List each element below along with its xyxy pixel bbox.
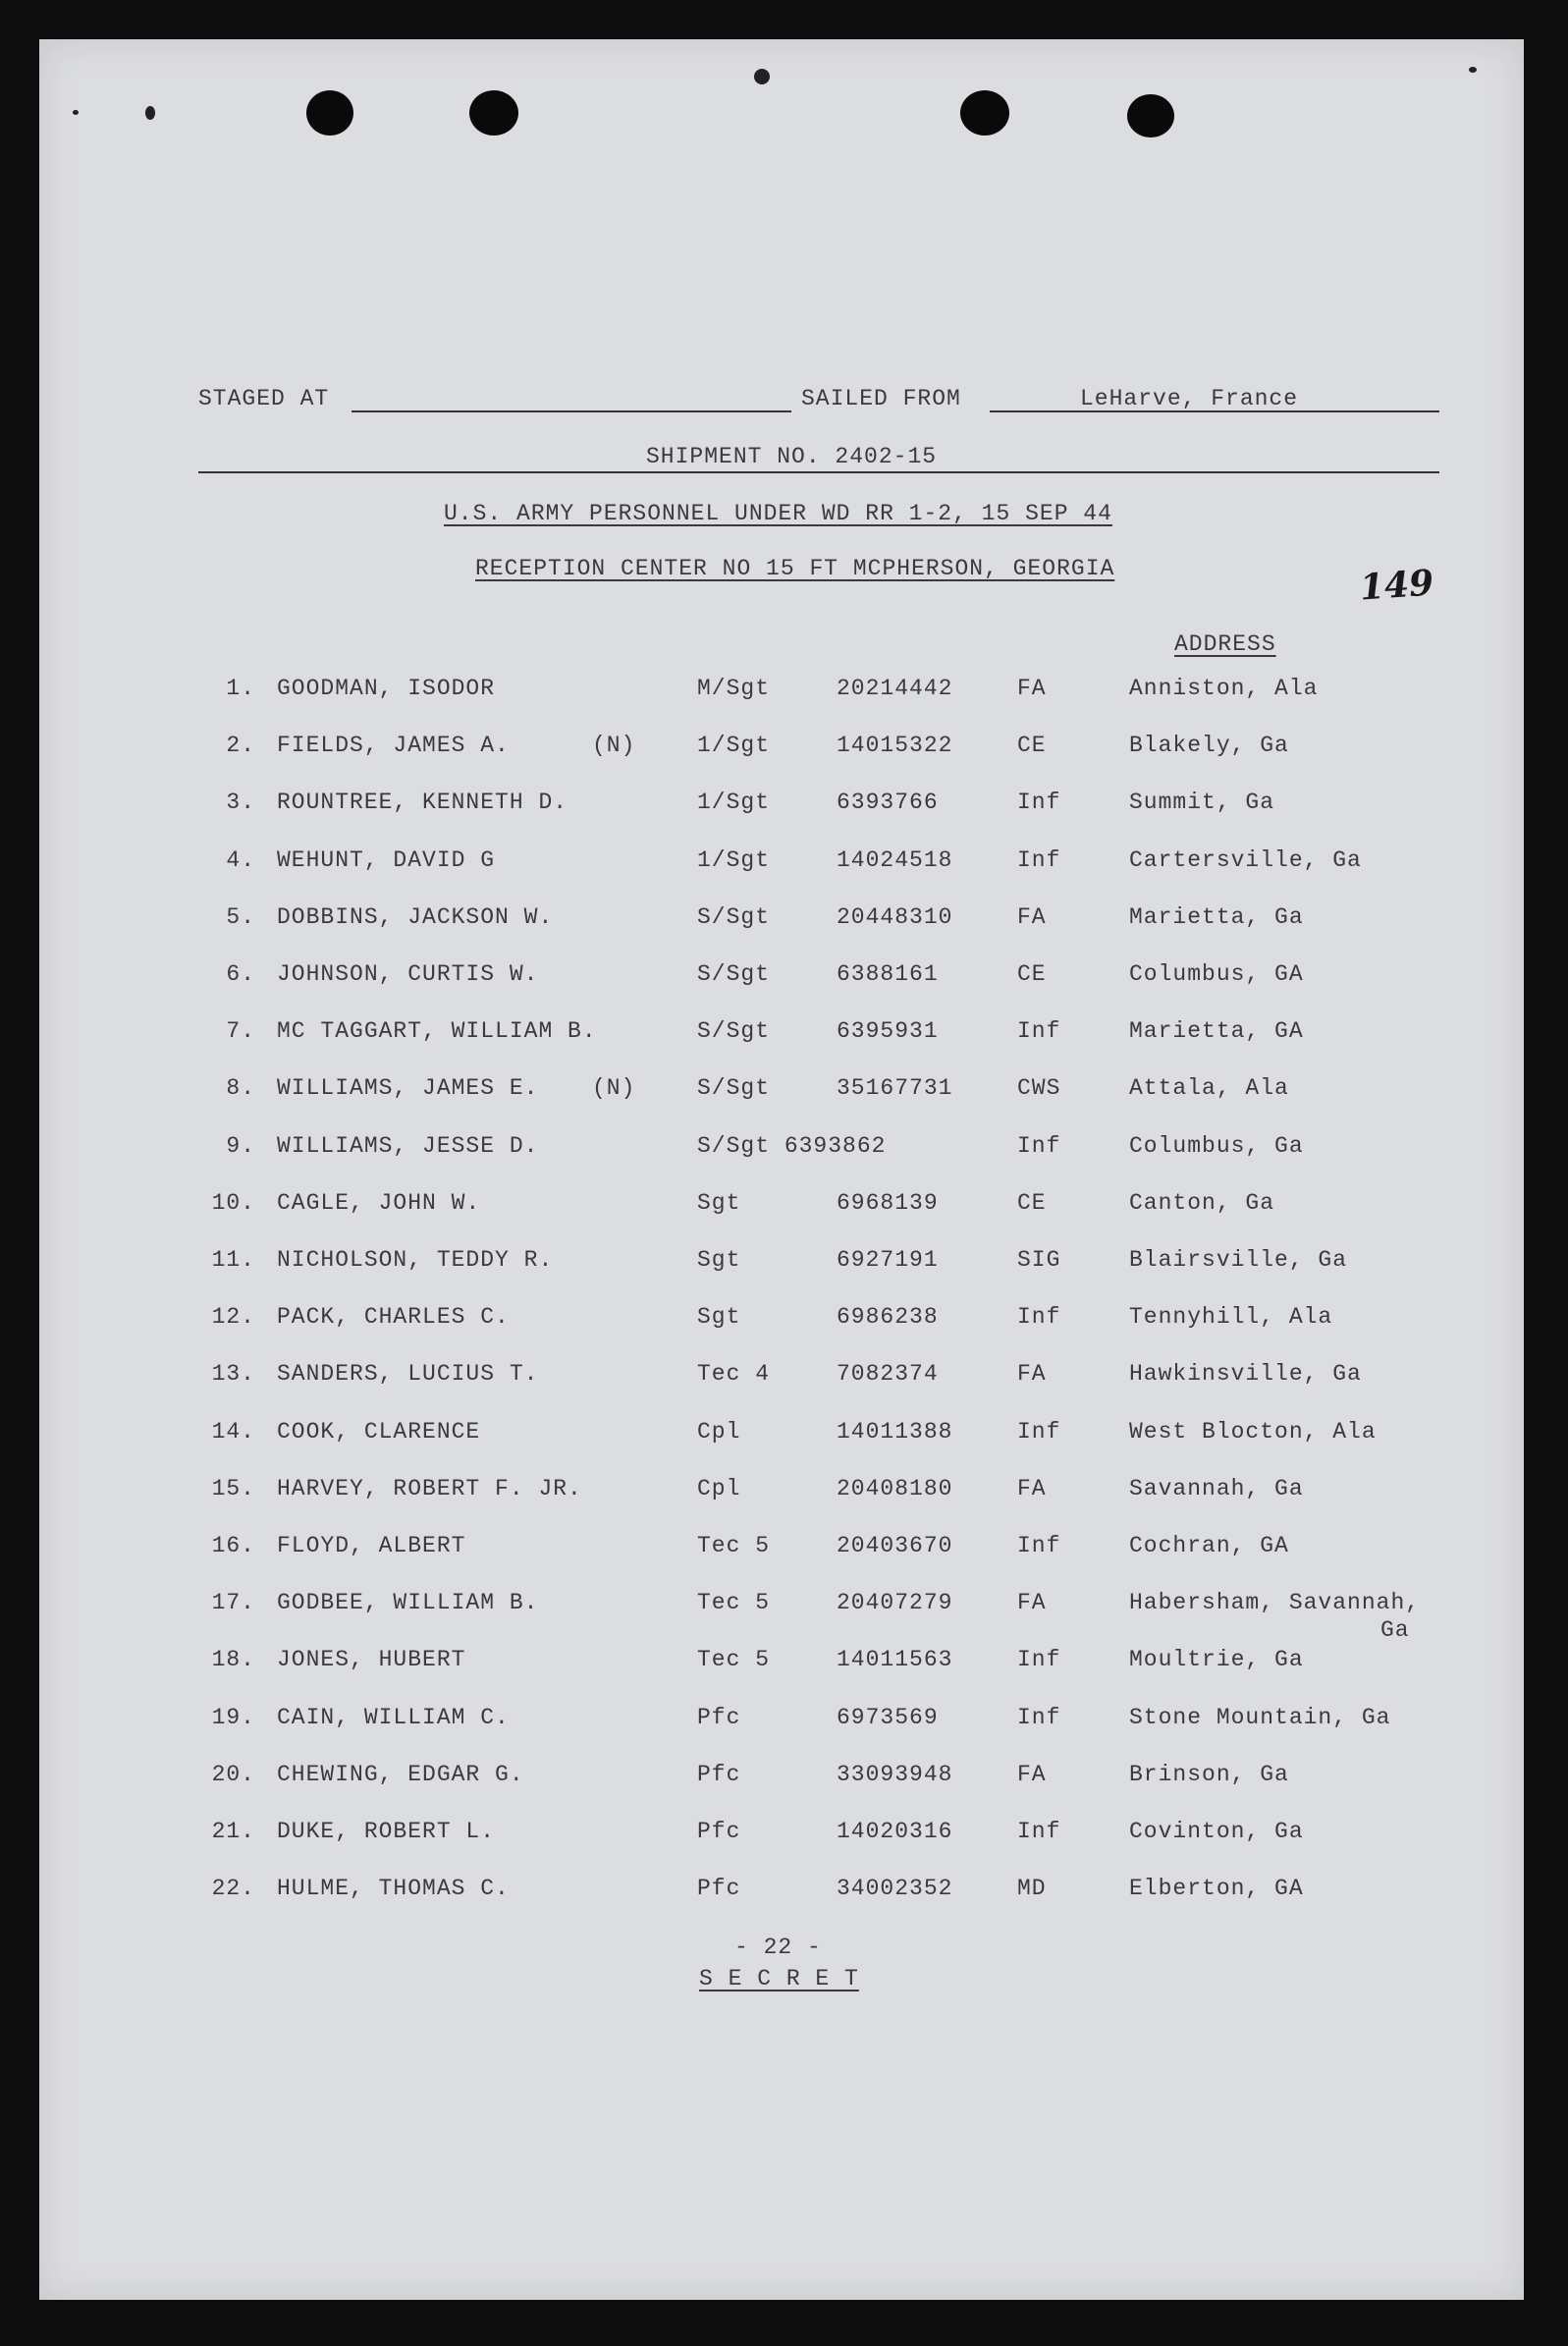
serial-number: 20408180 (837, 1475, 953, 1501)
soldier-name: HARVEY, ROBERT F. JR. (277, 1475, 582, 1501)
row-number: 5. (226, 903, 255, 930)
address: Marietta, Ga (1129, 903, 1304, 930)
roster-row (39, 676, 1524, 715)
punch-hole (306, 90, 353, 136)
address: Habersham, Savannah, (1129, 1590, 1421, 1616)
rank: 1/Sgt (697, 790, 771, 816)
roster-row (39, 1018, 1524, 1058)
punch-hole (469, 90, 518, 136)
rank: Pfc (697, 1761, 741, 1787)
address: Elberton, GA (1129, 1876, 1304, 1902)
soldier-name: JONES, HUBERT (277, 1647, 466, 1673)
branch: MD (1017, 1876, 1047, 1902)
roster-row (39, 1190, 1524, 1229)
soldier-name: WILLIAMS, JAMES E. (277, 1075, 539, 1102)
branch: FA (1017, 903, 1047, 930)
row-number: 8. (226, 1075, 255, 1102)
serial-number: 20448310 (837, 903, 953, 930)
address: Canton, Ga (1129, 1189, 1275, 1216)
roster-row (39, 847, 1524, 887)
address: Covinton, Ga (1129, 1819, 1304, 1844)
soldier-name: HULME, THOMAS C. (277, 1876, 510, 1902)
row-number: 6. (226, 961, 255, 987)
punch-hole (960, 90, 1009, 136)
soldier-name: GOODMAN, ISODOR (277, 676, 496, 701)
address: West Blocton, Ala (1129, 1418, 1377, 1445)
roster-row (39, 1590, 1524, 1644)
rank: Pfc (697, 1819, 741, 1844)
serial-number: 20214442 (837, 676, 953, 701)
rank: Tec 5 (697, 1533, 771, 1558)
rank: Sgt (697, 1247, 741, 1273)
row-number: 16. (211, 1533, 255, 1558)
address: Anniston, Ala (1129, 676, 1319, 701)
roster-row (39, 1762, 1524, 1801)
roster-row (39, 1705, 1524, 1744)
address: Stone Mountain, Ga (1129, 1704, 1391, 1730)
sailed-from-label: SAILED FROM (801, 386, 961, 411)
roster-row (39, 961, 1524, 1001)
row-number: 20. (211, 1761, 255, 1787)
row-number: 14. (211, 1418, 255, 1445)
row-number: 9. (226, 1132, 255, 1159)
branch: Inf (1017, 1418, 1061, 1445)
branch: Inf (1017, 1533, 1061, 1558)
address-continuation: Ga (1380, 1617, 1410, 1644)
soldier-name: GODBEE, WILLIAM B. (277, 1590, 539, 1616)
branch: CE (1017, 1189, 1047, 1216)
rank: S/Sgt (697, 903, 771, 930)
soldier-name: ROUNTREE, KENNETH D. (277, 790, 568, 816)
serial-number: 6986238 (837, 1304, 939, 1331)
soldier-name: NICHOLSON, TEDDY R. (277, 1247, 554, 1273)
soldier-name: CHEWING, EDGAR G. (277, 1761, 524, 1787)
row-number: 10. (211, 1189, 255, 1216)
branch: FA (1017, 1761, 1047, 1787)
address: Attala, Ala (1129, 1075, 1289, 1102)
title-line-1: U.S. ARMY PERSONNEL UNDER WD RR 1-2, 15 SEP 44 (444, 501, 1112, 526)
roster-row (39, 1247, 1524, 1286)
address: Columbus, Ga (1129, 1132, 1304, 1159)
roster-row (39, 790, 1524, 829)
roster-row (39, 904, 1524, 944)
row-number: 22. (211, 1876, 255, 1902)
row-number: 2. (226, 733, 255, 759)
punch-hole (1127, 94, 1174, 137)
soldier-name: FIELDS, JAMES A. (277, 733, 510, 759)
rank: S/Sgt (697, 1018, 771, 1045)
soldier-name: CAGLE, JOHN W. (277, 1189, 481, 1216)
row-number: 19. (211, 1704, 255, 1730)
branch: SIG (1017, 1247, 1061, 1273)
row-number: 11. (211, 1247, 255, 1273)
branch: CE (1017, 961, 1047, 987)
branch: CWS (1017, 1075, 1061, 1102)
rank: Sgt (697, 1189, 741, 1216)
serial-number: 6393766 (837, 790, 939, 816)
serial-number: 7082374 (837, 1361, 939, 1388)
serial-number: 6968139 (837, 1189, 939, 1216)
serial-number: 14024518 (837, 846, 953, 873)
serial-number: 6388161 (837, 961, 939, 987)
rank: 1/Sgt (697, 733, 771, 759)
roster-row (39, 1133, 1524, 1173)
row-number: 17. (211, 1590, 255, 1616)
rank: Cpl (697, 1475, 741, 1501)
address: Savannah, Ga (1129, 1475, 1304, 1501)
branch: CE (1017, 733, 1047, 759)
shipment-number: SHIPMENT NO. 2402-15 (646, 444, 938, 469)
soldier-name: DOBBINS, JACKSON W. (277, 903, 554, 930)
page-footer-number: - 22 - (734, 1935, 822, 1960)
row-number: 1. (226, 676, 255, 701)
roster-row (39, 1419, 1524, 1458)
soldier-name: PACK, CHARLES C. (277, 1304, 510, 1331)
soldier-name: COOK, CLARENCE (277, 1418, 481, 1445)
serial-number: 6395931 (837, 1018, 939, 1045)
rank: S/Sgt (697, 1075, 771, 1102)
address: Columbus, GA (1129, 961, 1304, 987)
roster-row (39, 1476, 1524, 1515)
branch: FA (1017, 1361, 1047, 1388)
address: Cochran, GA (1129, 1533, 1289, 1558)
address: Tennyhill, Ala (1129, 1304, 1333, 1331)
serial-number: 14011563 (837, 1647, 953, 1673)
shipment-rule (198, 471, 1439, 473)
address: Blairsville, Ga (1129, 1247, 1348, 1273)
soldier-name: FLOYD, ALBERT (277, 1533, 466, 1558)
address: Moultrie, Ga (1129, 1647, 1304, 1673)
branch: FA (1017, 1475, 1047, 1501)
address: Blakely, Ga (1129, 733, 1289, 759)
row-number: 4. (226, 846, 255, 873)
ink-speck (754, 69, 770, 84)
ink-speck (1469, 67, 1477, 73)
serial-number: 14011388 (837, 1418, 953, 1445)
document-page (39, 39, 1524, 2300)
row-number: 3. (226, 790, 255, 816)
address: Summit, Ga (1129, 790, 1275, 816)
rank: Tec 4 (697, 1361, 771, 1388)
rank: M/Sgt (697, 676, 771, 701)
classification-marking: S E C R E T (699, 1966, 859, 1991)
rank: Pfc (697, 1876, 741, 1902)
soldier-name: WEHUNT, DAVID G (277, 846, 496, 873)
address-column-header: ADDRESS (1174, 631, 1276, 657)
ink-speck (73, 110, 79, 115)
row-number: 15. (211, 1475, 255, 1501)
roster-row (39, 733, 1524, 772)
row-number: 7. (226, 1018, 255, 1045)
branch: Inf (1017, 1647, 1061, 1673)
address: Hawkinsville, Ga (1129, 1361, 1362, 1388)
roster-row (39, 1304, 1524, 1343)
staged-at-label: STAGED AT (198, 386, 330, 411)
soldier-name: JOHNSON, CURTIS W. (277, 961, 539, 987)
branch: FA (1017, 676, 1047, 701)
row-number: 12. (211, 1304, 255, 1331)
branch: Inf (1017, 790, 1061, 816)
roster-row (39, 1819, 1524, 1858)
rank: Tec 5 (697, 1590, 771, 1616)
serial-number: 20407279 (837, 1590, 953, 1616)
row-number: 18. (211, 1647, 255, 1673)
serial-number: 6973569 (837, 1704, 939, 1730)
branch: Inf (1017, 1304, 1061, 1331)
rank: 1/Sgt (697, 846, 771, 873)
row-note: (N) (592, 733, 636, 759)
address: Marietta, GA (1129, 1018, 1304, 1045)
row-note: (N) (592, 1075, 636, 1102)
soldier-name: WILLIAMS, JESSE D. (277, 1132, 539, 1159)
soldier-name: SANDERS, LUCIUS T. (277, 1361, 539, 1388)
staged-at-line (351, 410, 791, 412)
address: Brinson, Ga (1129, 1761, 1289, 1787)
branch: Inf (1017, 1819, 1061, 1844)
soldier-name: MC TAGGART, WILLIAM B. (277, 1018, 597, 1045)
serial-number: 6927191 (837, 1247, 939, 1273)
rank: Tec 5 (697, 1647, 771, 1673)
ink-speck (145, 106, 155, 120)
serial-number: 34002352 (837, 1876, 953, 1902)
branch: Inf (1017, 1132, 1061, 1159)
branch: Inf (1017, 846, 1061, 873)
serial-number: 33093948 (837, 1761, 953, 1787)
address: Cartersville, Ga (1129, 846, 1362, 873)
branch: FA (1017, 1590, 1047, 1616)
rank: S/Sgt (697, 961, 771, 987)
sailed-from-value: LeHarve, France (1080, 386, 1299, 411)
soldier-name: CAIN, WILLIAM C. (277, 1704, 510, 1730)
serial-number: 14020316 (837, 1819, 953, 1844)
branch: Inf (1017, 1704, 1061, 1730)
rank: S/Sgt 6393862 (697, 1132, 887, 1159)
serial-number: 35167731 (837, 1075, 953, 1102)
serial-number: 20403670 (837, 1533, 953, 1558)
soldier-name: DUKE, ROBERT L. (277, 1819, 496, 1844)
branch: Inf (1017, 1018, 1061, 1045)
rank: Sgt (697, 1304, 741, 1331)
handwritten-page-number: 149 (1358, 562, 1435, 609)
rank: Cpl (697, 1418, 741, 1445)
roster-row (39, 1533, 1524, 1572)
roster-row (39, 1647, 1524, 1686)
roster-row (39, 1075, 1524, 1115)
roster-row (39, 1361, 1524, 1400)
roster-row (39, 1876, 1524, 1915)
row-number: 21. (211, 1819, 255, 1844)
serial-number: 14015322 (837, 733, 953, 759)
row-number: 13. (211, 1361, 255, 1388)
rank: Pfc (697, 1704, 741, 1730)
title-line-2: RECEPTION CENTER NO 15 FT MCPHERSON, GEORGIA (475, 556, 1115, 581)
